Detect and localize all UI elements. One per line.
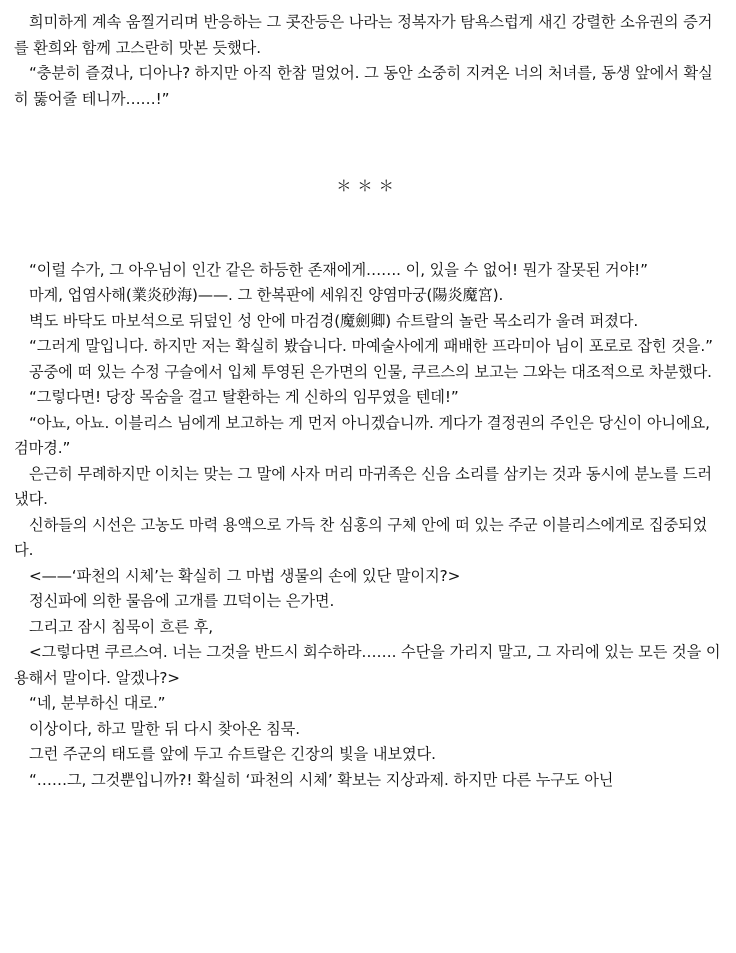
scene-break-divider: ＊＊＊ [336, 177, 400, 195]
body-paragraph: 벽도 바닥도 마보석으로 뒤덮인 성 안에 마검경(魔劍卿) 슈트랄의 놀란 목소리가 울려 퍼졌다. [29, 311, 639, 330]
body-paragraph: “이럴 수가, 그 아우님이 인간 같은 하등한 존재에게……. 이, 있을 수 없어! 뭔가 잘못된 거야!” [29, 260, 648, 279]
body-paragraph: “그렇다면! 당장 목숨을 걸고 탈환하는 게 신하의 임무였을 텐데!” [29, 388, 459, 406]
body-paragraph: 마계, 업염사해(業炎砂海)——. 그 한복판에 세워진 양염마궁(陽炎魔宮). [29, 286, 504, 304]
body-paragraph: 신하들의 시선은 고농도 마력 용액으로 가득 찬 심홍의 구체 안에 떠 있는 주군 이블리스에게로 집중되었다. [14, 515, 708, 559]
body-paragraph: 은근히 무례하지만 이치는 맞는 그 말에 사자 머리 마귀족은 신음 소리를 삼키는 것과 동시에 분노를 드러냈다. [14, 464, 712, 508]
body-paragraph: “그러게 말입니다. 하지만 저는 확실히 봤습니다. 마예술사에게 패배한 프라미아 님이 포로로 잡힌 것을.” [29, 337, 713, 355]
body-paragraph: 정신파에 의한 물음에 고개를 끄덕이는 은가면. [29, 592, 335, 610]
body-paragraph: “……그, 그것뿐입니까?! 확실히 ‘파천의 시체’ 확보는 지상과제. 하지만 다른 누구도 아닌 [29, 770, 614, 789]
body-paragraph: 이상이다, 하고 말한 뒤 다시 찾아온 침묵. [29, 719, 300, 738]
body-paragraph: 공중에 떠 있는 수정 구슬에서 입체 투영된 은가면의 인물, 쿠르스의 보고는 그와는 대조적으로 차분했다. [29, 362, 712, 381]
vertical-spacer [14, 112, 722, 174]
body-paragraph: 그런 주군의 태도를 앞에 두고 슈트랄은 긴장의 빛을 내보였다. [29, 745, 436, 763]
body-paragraph: <그렇다면 쿠르스여. 너는 그것을 반드시 회수하라……. 수단을 가리지 말고, 그 자리에 있는 모든 것을 이용해서 말이다. 알겠나?> [14, 643, 721, 687]
vertical-spacer [14, 200, 722, 258]
body-paragraph: 희미하게 계속 움찔거리며 반응하는 그 콧잔등은 나라는 정복자가 탐욕스럽게 새긴 강렬한 소유권의 증거를 환희와 함께 고스란히 맛본 듯했다. [14, 13, 713, 57]
body-paragraph: “충분히 즐겼나, 디아나? 하지만 아직 한참 멀었어. 그 동안 소중히 지켜온 너의 처녀를, 동생 앞에서 확실히 뚫어줄 테니까……!” [14, 64, 713, 108]
body-paragraph: <——‘파천의 시체’는 확실히 그 마법 생물의 손에 있단 말이지?> [29, 566, 461, 585]
body-paragraph: “아뇨, 아뇨. 이블리스 님에게 보고하는 게 먼저 아니겠습니까. 게다가 결정권의 주인은 당신이 아니에요, 검마경.” [14, 413, 710, 457]
body-paragraph: “네, 분부하신 대로.” [29, 694, 166, 712]
document-body [14, 10, 722, 793]
body-paragraph: 그리고 잠시 침묵이 흐른 후, [29, 617, 213, 636]
